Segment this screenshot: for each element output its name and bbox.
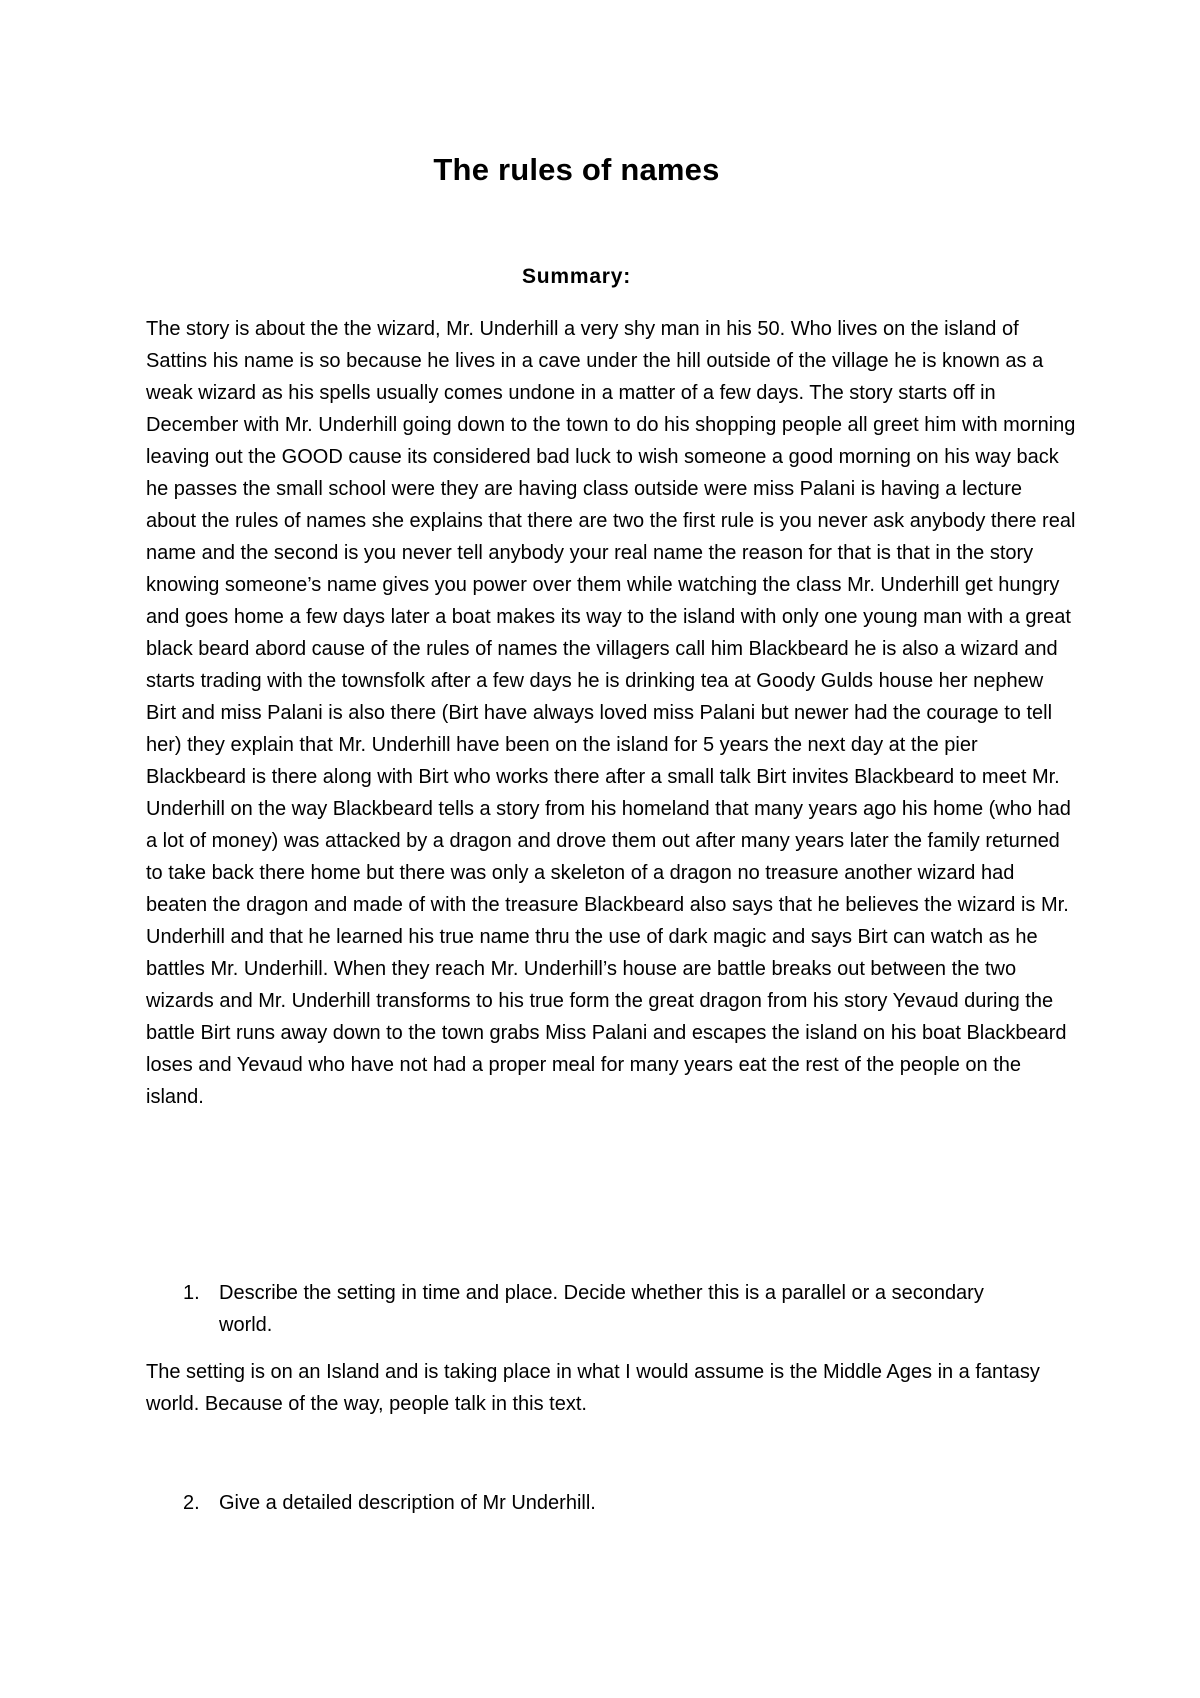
- answer-1-paragraph: The setting is on an Island and is taking place in what I would assume is the Middle Ages in a fantasy world. Because of the way, people talk in this text.: [146, 1361, 1040, 1415]
- question-1-number: 1.: [183, 1282, 200, 1304]
- summary-heading: Summary:: [521, 265, 632, 288]
- summary-paragraph: The story is about the the wizard, Mr. Underhill a very shy man in his 50. Who lives on the island of Sattins his name is so because he lives in a cave under the hill outside of the village he is known as a weak wizard as his spells usually comes undone in a matter of a few days. The story starts off in December with Mr. Underhill going down to the town to do his shopping people all greet him with morning leaving out the GOOD cause its considered bad luck to wish someone a good morning on his way back he passes the small school were they are having class outside were miss Palani is having a lecture about the rules of names she explains that there are two the first rule is you never ask anybody there real name and the second is you never tell anybody your real name the reason for that is that in the story knowing someone’s name gives you power over them while watching the class Mr. Underhill get hungry and goes home a few days later a boat makes its way to the island with only one young man with a great black beard abord cause of the rules of names the villagers call him Blackbeard he is also a wizard and starts trading with the townsfolk after a few days he is drinking tea at Goody Gulds house her nephew Birt and miss Palani is also there (Birt have always loved miss Palani but newer had the courage to tell her) they explain that Mr. Underhill have been on the island for 5 years the next day at the pier Blackbeard is there along with Birt who works there after a small talk Birt invites Blackbeard to meet Mr. Underhill on the way Blackbeard tells a story from his homeland that many years ago his home (who had a lot of money) was attacked by a dragon and drove them out after many years later the family returned to take back there home but there was only a skeleton of a dragon no treasure another wizard had beaten the dragon and made of with the treasure Blackbeard also says that he believes the wizard is Mr. Underhill and that he learned his true name thru the use of dark magic and says Birt can watch as he battles Mr. Underhill. When they reach Mr. Underhill’s house are battle breaks out between the two wizards and Mr. Underhill transforms to his true form the great dragon from his story Yevaud during the battle Birt runs away down to the town grabs Miss Palani and escapes the island on his boat Blackbeard loses and Yevaud who have not had a proper meal for many years eat the rest of the people on the island.: [146, 318, 1076, 1108]
- question-2-number: 2.: [183, 1492, 200, 1514]
- question-1: [183, 1277, 1003, 1341]
- document-title: The rules of names: [433, 152, 720, 187]
- question-1-text: Describe the setting in time and place. Decide whether this is a parallel or a secondary world.: [219, 1282, 984, 1336]
- question-2: [183, 1487, 1003, 1519]
- question-2-text: Give a detailed description of Mr Underhill.: [219, 1492, 596, 1514]
